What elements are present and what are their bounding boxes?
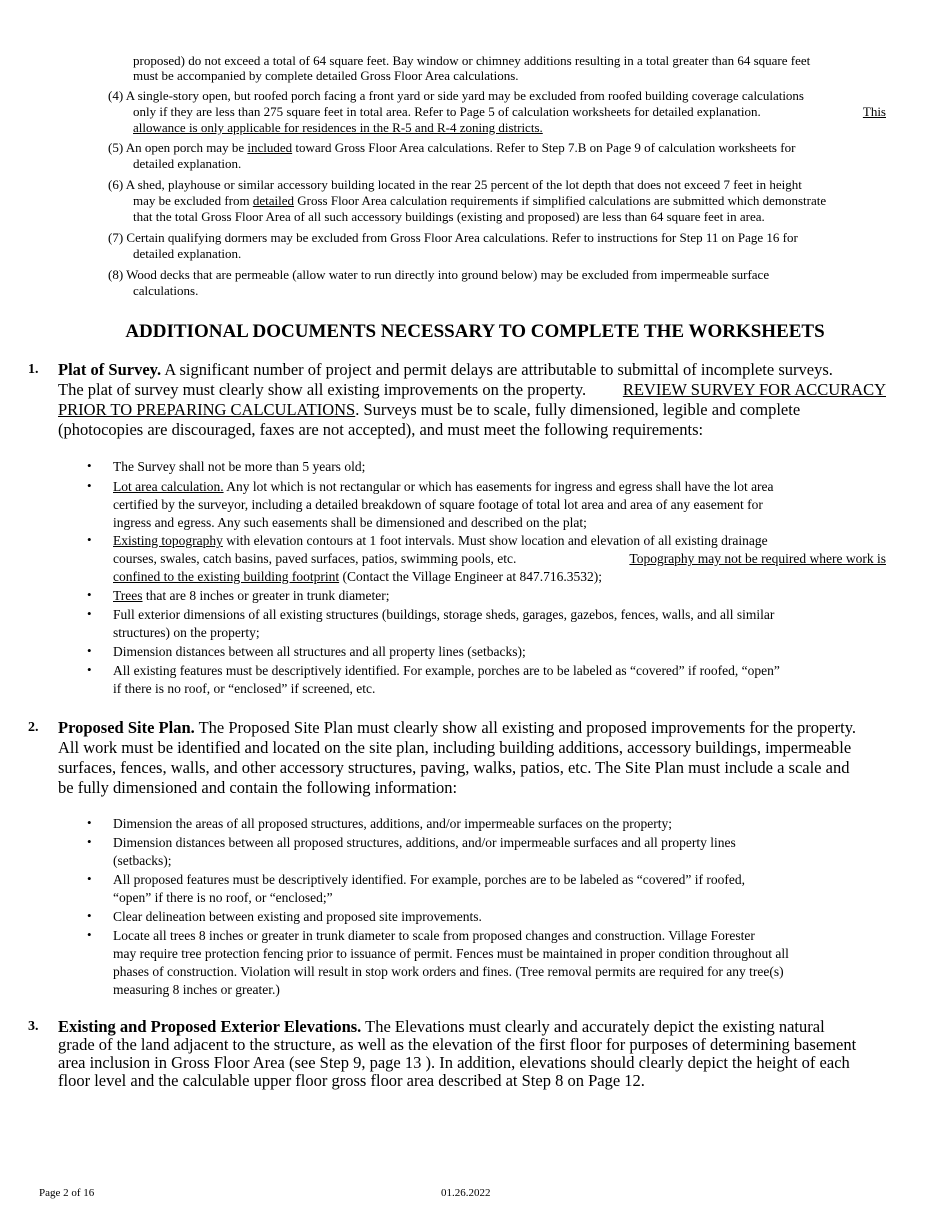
note-6-text-b: Gross Floor Area calculation requirements if simplified calculations are submitted which demonstrate bbox=[294, 193, 827, 208]
continued-line-2: must be accompanied by complete detailed Gross Floor Area calculations. bbox=[133, 68, 519, 83]
bullet-dot: • bbox=[87, 908, 92, 923]
section-2-line-3: surfaces, fences, walls, and other accessory structures, paving, walks, patios, etc. The Site Plan must include a scale and bbox=[58, 758, 850, 777]
section-1-underlined-b: PRIOR TO PREPARING CALCULATIONS bbox=[58, 400, 356, 419]
note-5-line-2: detailed explanation. bbox=[133, 156, 242, 171]
s1-bullet-2-line-1 bbox=[113, 478, 886, 496]
s2-bullet-1: Dimension the areas of all proposed structures, additions, and/or impermeable surfaces on the property; bbox=[113, 816, 672, 831]
section-2-line-4: be fully dimensioned and contain the following information: bbox=[58, 778, 458, 797]
section-1-text-3: . Surveys must be to scale, fully dimensioned, legible and complete bbox=[355, 400, 801, 419]
bullet-dot: • bbox=[87, 834, 92, 849]
s1-bullet-3-line-1 bbox=[113, 532, 886, 550]
s2-bullet-5-line-4: measuring 8 inches or greater.) bbox=[113, 982, 280, 997]
note-8-line-2: calculations. bbox=[133, 283, 199, 298]
s2-bullet-2-line-2: (setbacks); bbox=[113, 853, 172, 868]
section-2-line-2: All work must be identified and located on the site plan, including building additions, accessory buildings, impermeable bbox=[58, 738, 852, 757]
bullet-dot: • bbox=[87, 871, 92, 886]
section-3-title: Existing and Proposed Exterior Elevations. bbox=[58, 1017, 362, 1036]
s1-bullet-2-text: Any lot which is not rectangular or which has easements for ingress and egress shall have the lot area bbox=[223, 479, 774, 494]
section-3-line-3: area inclusion in Gross Floor Area (see Step 9, page 13 ). In addition, elevations should clearly depict the height of each bbox=[58, 1053, 850, 1072]
s1-bullet-5-line-2: structures) on the property; bbox=[113, 625, 260, 640]
note-5-underlined: included bbox=[247, 140, 293, 155]
note-6-line-3: that the total Gross Floor Area of all such accessory buildings (existing and proposed) are less than 64 square feet in area. bbox=[133, 209, 765, 224]
section-2-number: 2. bbox=[28, 720, 39, 735]
section-1-title: Plat of Survey. bbox=[58, 360, 162, 379]
s1-bullet-3-text-3: (Contact the Village Engineer at 847.716.3532); bbox=[339, 569, 602, 584]
s1-bullet-3-underlined-2: Topography may not be required where work is bbox=[629, 551, 886, 566]
s2-bullet-5-line-2: may require tree protection fencing prior to issuance of permit. Fences must be maintained in proper condition throughout all bbox=[113, 946, 789, 961]
s1-bullet-3-text: with elevation contours at 1 foot intervals. Must show location and elevation of all existing drainage bbox=[222, 533, 768, 548]
bullet-dot: • bbox=[87, 662, 92, 677]
bullet-dot: • bbox=[87, 532, 92, 547]
page-number: Page 2 of 16 bbox=[39, 1187, 95, 1199]
section-1-line-3 bbox=[58, 400, 886, 420]
section-1-number: 1. bbox=[28, 362, 39, 377]
s2-bullet-2-line-1: Dimension distances between all proposed structures, additions, and/or impermeable surfaces and all property lines bbox=[113, 835, 736, 850]
section-3-line-2: grade of the land adjacent to the structure, as well as the elevation of the first floor for purposes of determining basement bbox=[58, 1035, 857, 1054]
note-7-line-1: (7) Certain qualifying dormers may be excluded from Gross Floor Area calculations. Refer to instructions for Step 11 on Page 16 for bbox=[108, 230, 798, 245]
section-1-line-2 bbox=[58, 380, 886, 400]
s1-bullet-4 bbox=[113, 587, 390, 605]
s1-bullet-4-text: that are 8 inches or greater in trunk diameter; bbox=[142, 588, 390, 603]
s1-bullet-3-underlined-3: confined to the existing building footprint bbox=[113, 569, 340, 584]
section-1-line-4: (photocopies are discouraged, faxes are not accepted), and must meet the following requirements: bbox=[58, 420, 704, 439]
section-heading: ADDITIONAL DOCUMENTS NECESSARY TO COMPLETE THE WORKSHEETS bbox=[125, 321, 825, 342]
bullet-dot: • bbox=[87, 606, 92, 621]
s2-bullet-5-line-1: Locate all trees 8 inches or greater in trunk diameter to scale from proposed changes and construction. Village Forester bbox=[113, 928, 755, 943]
section-2-text: The Proposed Site Plan must clearly show all existing and proposed improvements for the property. bbox=[194, 718, 857, 737]
note-5-text-b: toward Gross Floor Area calculations. Refer to Step 7.B on Page 9 of calculation worksheets for bbox=[292, 140, 796, 155]
note-7-line-2: detailed explanation. bbox=[133, 246, 242, 261]
note-4-underlined: This bbox=[862, 104, 886, 119]
note-8-line-1: (8) Wood decks that are permeable (allow water to run directly into ground below) may be excluded from impermeable surface bbox=[108, 267, 770, 282]
s1-bullet-3-text-2: courses, swales, catch basins, paved surfaces, patios, swimming pools, etc. bbox=[113, 551, 517, 566]
note-4-line-3: allowance is only applicable for residences in the R-5 and R-4 zoning districts. bbox=[133, 120, 543, 135]
bullet-dot: • bbox=[87, 478, 92, 493]
s2-bullet-3-line-1: All proposed features must be descriptively identified. For example, porches are to be labeled as “covered” if roofed, bbox=[113, 872, 746, 887]
section-3-line-4: floor level and the calculable upper floor gross floor area described at Step 8 on Page 12. bbox=[58, 1071, 645, 1090]
note-6-line-1: (6) A shed, playhouse or similar accessory building located in the rear 25 percent of the lot depth that does not exceed 7 feet in height bbox=[108, 177, 802, 192]
revision-date: 01.26.2022 bbox=[441, 1187, 491, 1199]
note-5-text-a: (5) An open porch may be bbox=[108, 140, 248, 155]
s1-bullet-3-underlined: Existing topography bbox=[113, 533, 223, 548]
section-1-text-2: The plat of survey must clearly show all existing improvements on the property. bbox=[58, 380, 587, 399]
note-6-text-a: may be excluded from bbox=[133, 193, 253, 208]
s2-bullet-3-line-2: “open” if there is no roof, or “enclosed;” bbox=[113, 890, 333, 905]
s1-bullet-3-line-2 bbox=[113, 550, 886, 568]
s1-bullet-2-line-3: ingress and egress. Any such easements shall be dimensioned and described on the plat; bbox=[113, 515, 587, 530]
s1-bullet-4-underlined: Trees bbox=[113, 588, 143, 603]
section-2-title: Proposed Site Plan. bbox=[58, 718, 195, 737]
s1-bullet-7-line-2: if there is no roof, or “enclosed” if screened, etc. bbox=[113, 681, 376, 696]
section-3-number: 3. bbox=[28, 1019, 39, 1034]
s2-bullet-4: Clear delineation between existing and proposed site improvements. bbox=[113, 909, 482, 924]
bullet-dot: • bbox=[87, 815, 92, 830]
continued-line-1: proposed) do not exceed a total of 64 square feet. Bay window or chimney additions resulting in a total greater than 64 square feet bbox=[133, 53, 811, 68]
s1-bullet-6: Dimension distances between all structures and all property lines (setbacks); bbox=[113, 644, 526, 659]
s1-bullet-3-line-3 bbox=[113, 568, 602, 586]
bullet-dot: • bbox=[87, 587, 92, 602]
section-3-text: The Elevations must clearly and accurately depict the existing natural bbox=[361, 1017, 825, 1036]
section-3-line-1 bbox=[58, 1017, 886, 1037]
section-1-text: A significant number of project and permit delays are attributable to submittal of incomplete surveys. bbox=[161, 360, 833, 379]
bullet-dot: • bbox=[87, 643, 92, 658]
bullet-dot: • bbox=[87, 458, 92, 473]
note-4-line-1: (4) A single-story open, but roofed porch facing a front yard or side yard may be excluded from roofed building coverage calculations bbox=[108, 88, 804, 103]
section-1-underlined-a: REVIEW SURVEY FOR ACCURACY bbox=[622, 380, 886, 399]
note-6-underlined: detailed bbox=[252, 193, 294, 208]
s1-bullet-2-line-2: certified by the surveyor, including a detailed breakdown of square footage of total lot area and area of any easement for bbox=[113, 497, 763, 512]
s2-bullet-5-line-3: phases of construction. Violation will result in stop work orders and fines. (Tree removal permits are required for any tree(s) bbox=[113, 964, 784, 979]
s1-bullet-5-line-1: Full exterior dimensions of all existing structures (buildings, storage sheds, garages, gazebos, fences, walls, and all similar bbox=[113, 607, 775, 622]
section-1-line-1 bbox=[58, 360, 886, 380]
bullet-dot: • bbox=[87, 927, 92, 942]
s1-bullet-1: The Survey shall not be more than 5 years old; bbox=[113, 459, 366, 474]
s1-bullet-7-line-1: All existing features must be descriptively identified. For example, porches are to be labeled as “covered” if roofed, “open” bbox=[113, 663, 780, 678]
section-2-line-1 bbox=[58, 718, 886, 738]
note-4-text: only if they are less than 275 square feet in total area. Refer to Page 5 of calculation worksheets for detailed explanation. bbox=[133, 104, 761, 119]
s1-bullet-2-underlined: Lot area calculation. bbox=[113, 479, 224, 494]
